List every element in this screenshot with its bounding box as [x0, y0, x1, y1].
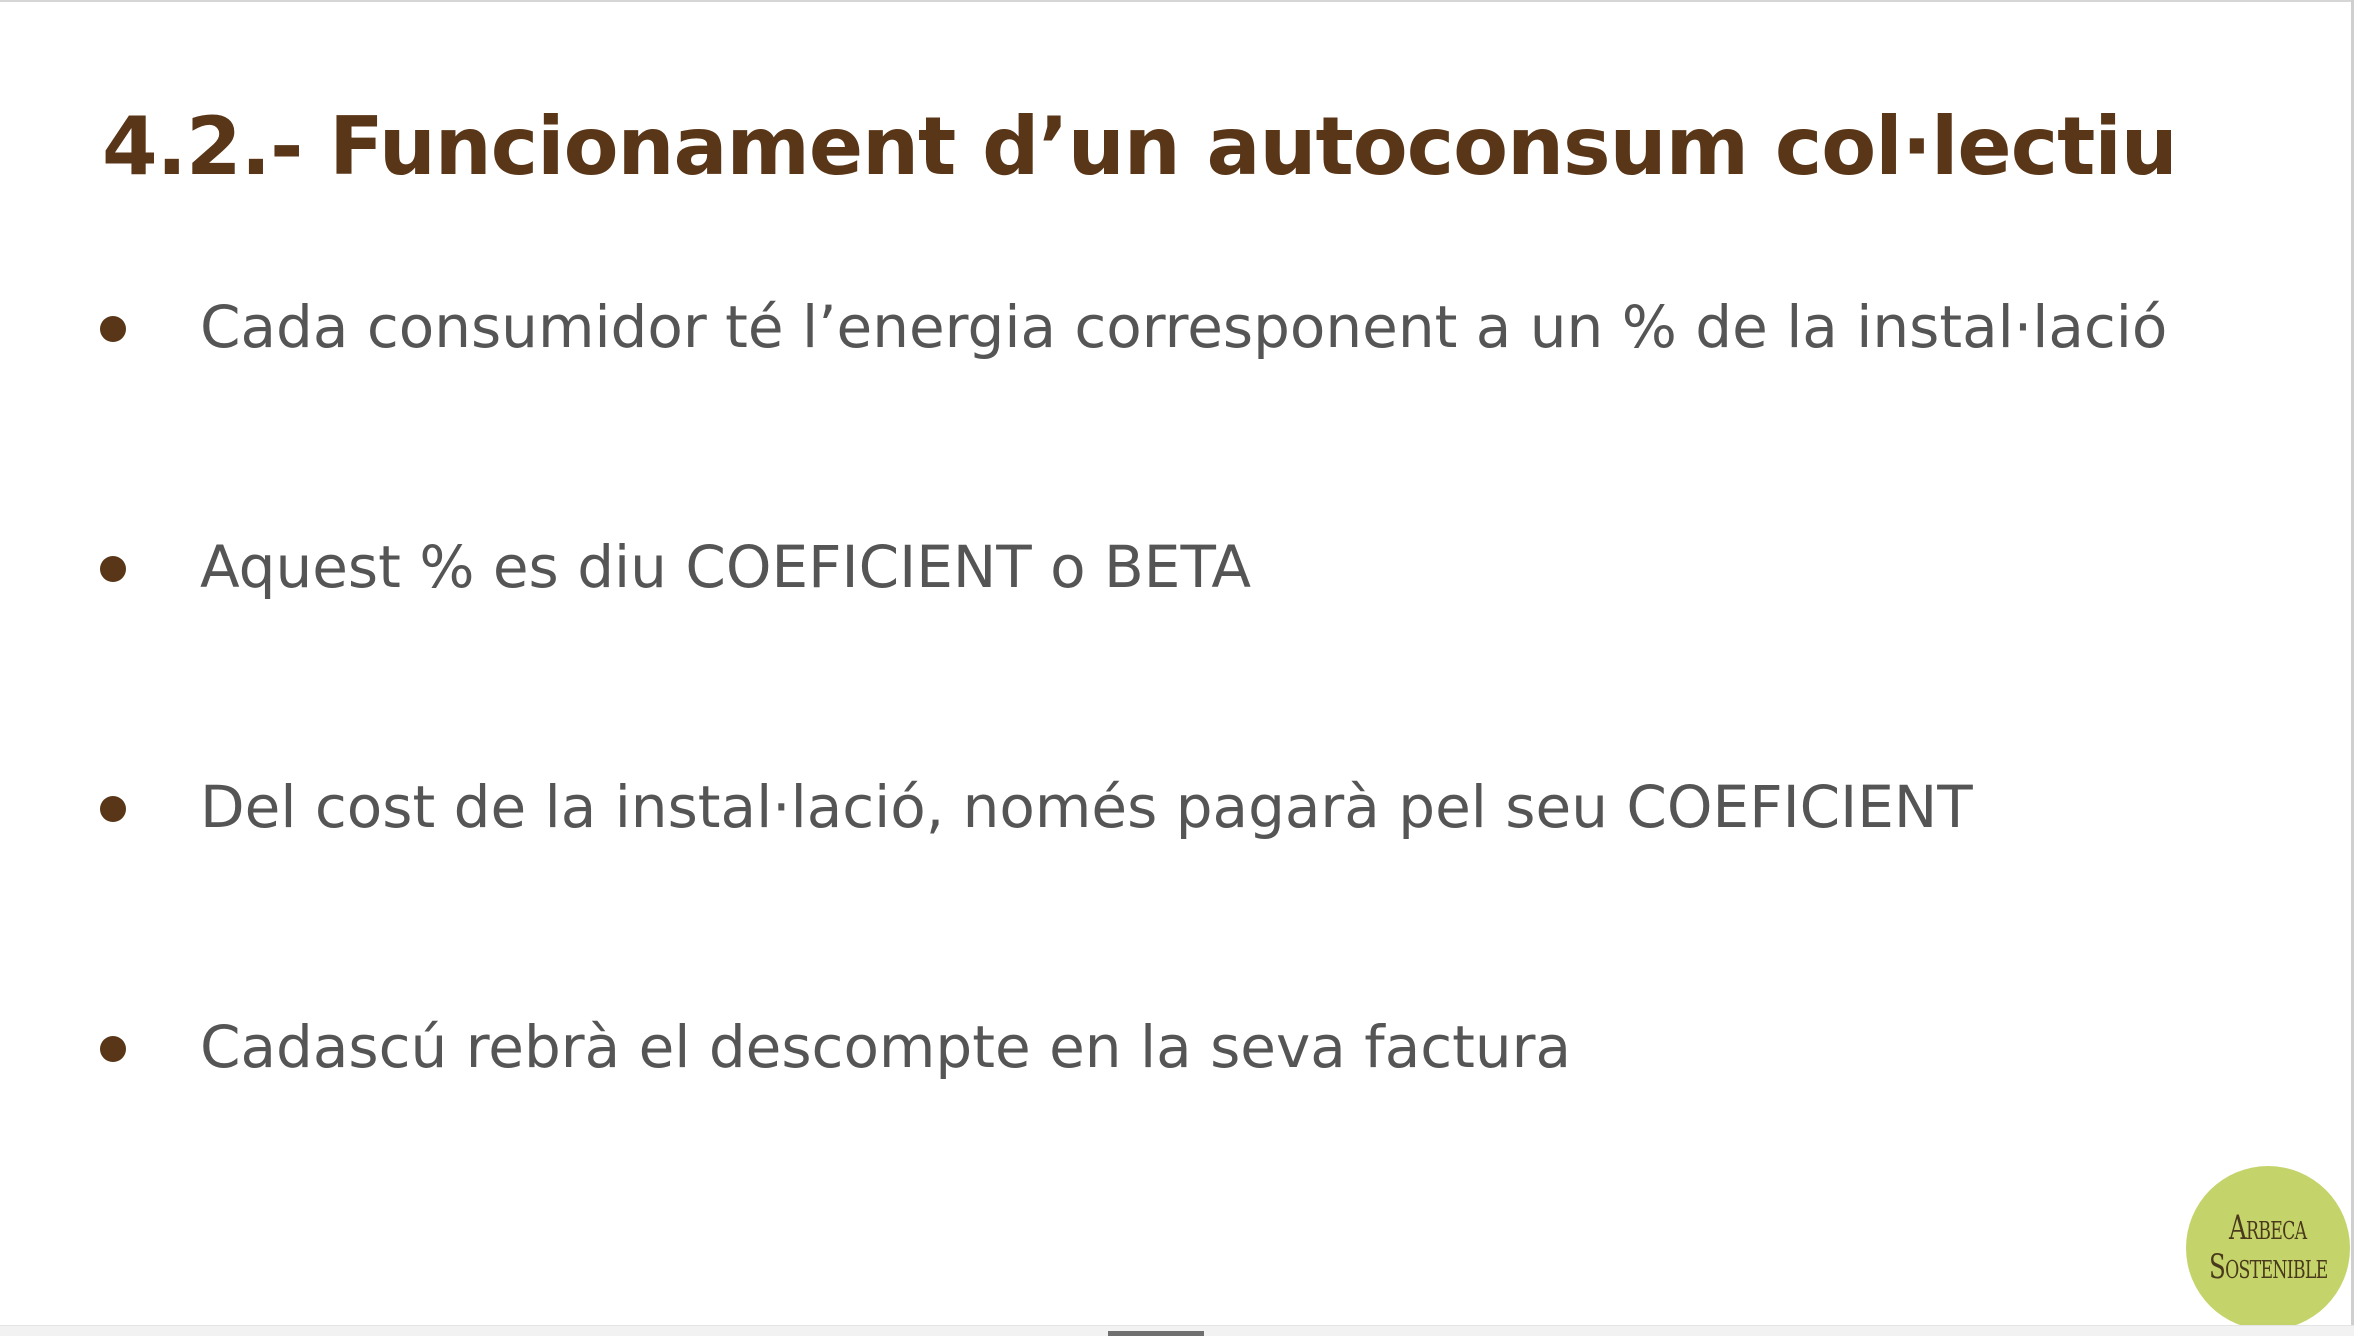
bullet-item: [100, 762, 2167, 1002]
bullet-list: [100, 282, 2167, 1242]
bullet-text: Aquest % es diu COEFICIENT o BETA: [200, 533, 1252, 601]
top-border: [0, 0, 2354, 2]
bullet-item: [100, 522, 2167, 762]
bullet-item: [100, 282, 2167, 522]
bullet-dot-icon: [100, 1036, 126, 1062]
bullet-text: Cada consumidor té l’energia corresponent a un % de la instal·lació: [200, 293, 2168, 361]
bullet-dot-icon: [100, 556, 126, 582]
bullet-item: [100, 1002, 2167, 1242]
bullet-dot-icon: [100, 796, 126, 822]
arbeca-sostenible-logo: [2186, 1166, 2350, 1330]
bullet-text: Cadascú rebrà el descompte en la seva factura: [200, 1013, 1572, 1081]
scroll-handle[interactable]: [1108, 1331, 1204, 1336]
slide-title: 4.2.- Funcionament d’un autoconsum col·lectiu: [102, 100, 2177, 193]
bullet-text: Del cost de la instal·lació, només pagarà pel seu COEFICIENT: [200, 773, 1973, 841]
bullet-dot-icon: [100, 316, 126, 342]
logo-line-2: Sostenible: [2208, 1247, 2328, 1287]
logo-line-1: Arbeca: [2229, 1207, 2307, 1248]
